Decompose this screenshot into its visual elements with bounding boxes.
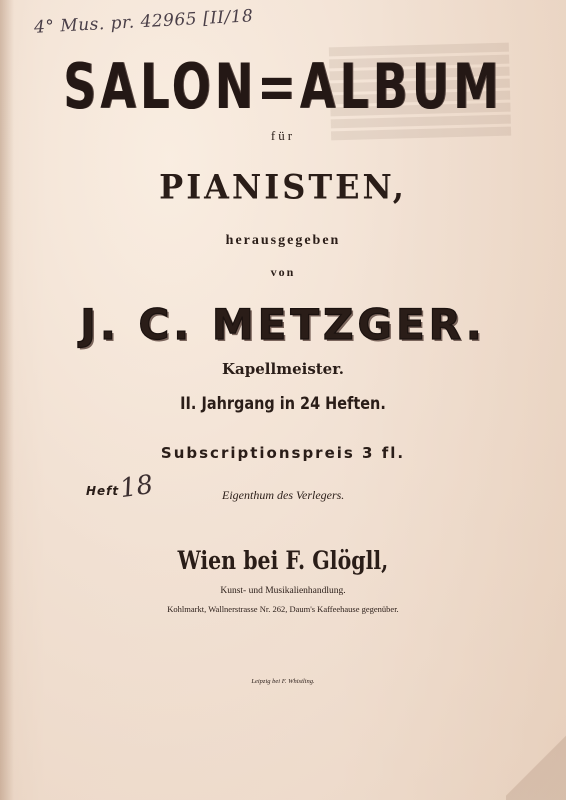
publisher-address: Kohlmarkt, Wallnerstrasse Nr. 262, Daum's Kaffeehause gegenüber. (167, 604, 399, 614)
subject-heading: PIANISTEN, (159, 167, 407, 207)
composer-role: Kapellmeister. (222, 360, 344, 378)
ownership-note: Eigenthum des Verlegers. (222, 488, 345, 502)
album-title: SALON=ALBUM (63, 50, 503, 123)
heft-number-handwritten: 18 (118, 469, 156, 505)
fuer-text: für (270, 128, 296, 143)
library-shelfmark: 4° Mus. pr. 42965 [II/18 (33, 6, 254, 38)
leipzig-agent: Leipzig bei F. Whistling. (251, 678, 315, 685)
publisher-name: Wien bei F. Glögll, (177, 546, 389, 575)
von-text: von (270, 265, 296, 279)
paper-corner-fold (506, 730, 566, 800)
series-info: II. Jahrgang in 24 Heften. (180, 394, 386, 414)
subscription-price: Subscriptionspreis 3 fl. (160, 444, 406, 462)
heft-label: Heft (86, 484, 120, 498)
publisher-trade: Kunst- und Musikalienhandlung. (220, 586, 346, 596)
composer-name: J. C. METZGER. (80, 300, 486, 349)
edited-by-text: herausgegeben (225, 233, 341, 248)
